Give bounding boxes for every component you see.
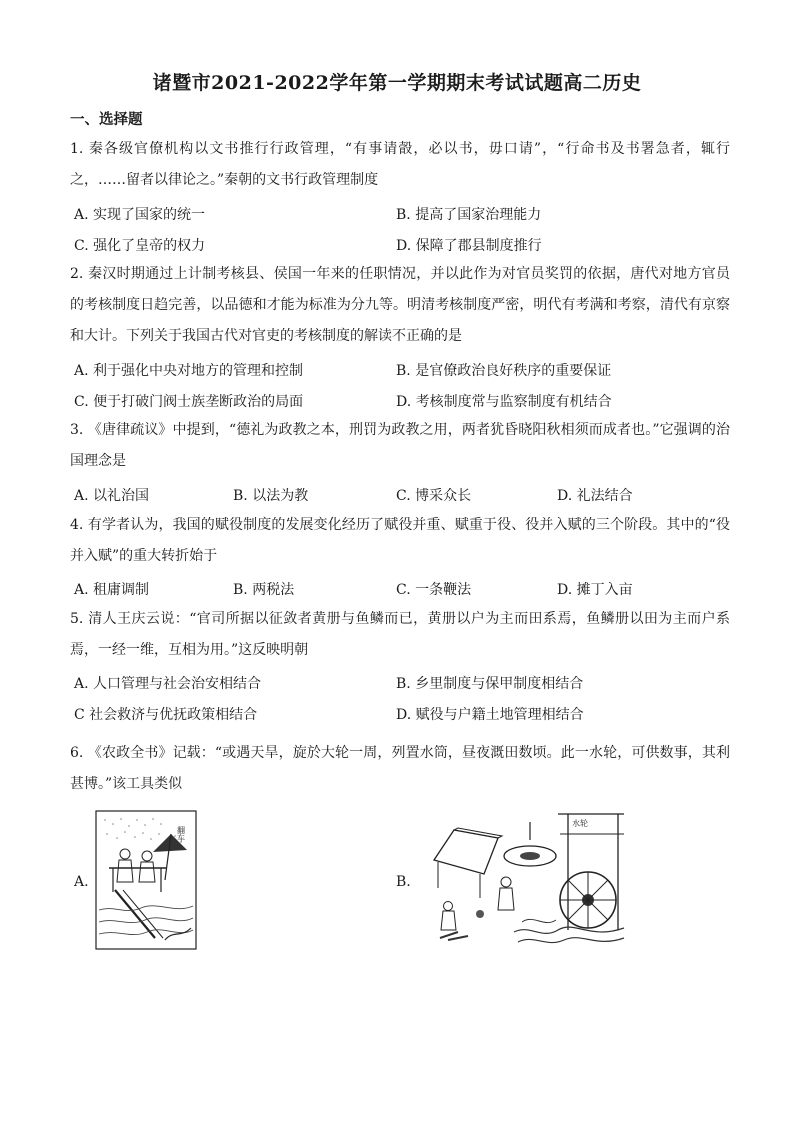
question-6-option-a: A.: [74, 874, 89, 890]
question-6-stem: 6. 《农政全书》记载：“或遇天旱，旋於大轮一周，列置水筒，昼夜溉田数顷。此一水轮，可供数事，其利甚博。”该工具类似: [70, 745, 730, 792]
question-3-option-d: D. 礼法结合: [557, 488, 633, 504]
question-2-option-c: C. 便于打破门阀士族垄断政治的局面: [74, 394, 304, 410]
question-3-option-a: A. 以礼治国: [74, 488, 150, 504]
question-2-stem: 2. 秦汉时期通过上计制考核县、侯国一年来的任职情况，并以此作为对官员奖罚的依据，唐代对地方官员的考核制度日趋完善，以品德和才能为标准为分九等。明清考核制度严密，明代有考满和考察，清代有京察和大计。下列关于我国古代对官吏的考核制度的解读不正确的是: [70, 266, 730, 344]
question-4-option-b: B. 两税法: [233, 582, 295, 598]
question-4-option-a: A. 租庸调制: [74, 582, 150, 598]
figure-b-water-wheel: [418, 810, 628, 950]
question-4-stem: 4. 有学者认为，我国的赋役制度的发展变化经历了赋役并重、赋重于役、役并入赋的三个阶段。其中的“役并入赋”的重大转折始于: [70, 517, 730, 564]
question-5-stem: 5. 清人王庆云说：“官司所据以征敛者黄册与鱼鳞而已，黄册以户为主而田系焉，鱼鳞册以田为主而户系焉，一经一维，互相为用。”这反映明朝: [70, 611, 730, 658]
question-4-option-c: C. 一条鞭法: [396, 582, 472, 598]
question-1-stem: 1. 秦各级官僚机构以文书推行行政管理，“有事请瞉，必以书，毋口请”，“行命书及书署急者，辄行之，……留者以律论之。”秦朝的文书行政管理制度: [70, 141, 730, 188]
question-3-option-b: B. 以法为教: [233, 488, 309, 504]
question-1-option-a: A. 实现了国家的统一: [74, 207, 206, 223]
question-5-option-a: A. 人口管理与社会治安相结合: [74, 676, 262, 692]
figure-a-caption: 翻车: [176, 826, 186, 842]
question-5-option-b: B. 乡里制度与保甲制度相结合: [396, 676, 584, 692]
question-5-option-c: C 社会救济与优抚政策相结合: [74, 707, 258, 723]
question-2-option-d: D. 考核制度常与监察制度有机结合: [396, 394, 612, 410]
section-heading: 一、选择题: [70, 111, 143, 128]
question-2-option-a: A. 利于强化中央对地方的管理和控制: [74, 363, 304, 379]
question-1-option-b: B. 提高了国家治理能力: [396, 207, 542, 223]
figure-b-caption: 水轮: [572, 819, 588, 828]
question-2-option-b: B. 是官僚政治良好秩序的重要保证: [396, 363, 612, 379]
question-3-option-c: C. 博采众长: [396, 488, 472, 504]
page-title: 诸暨市2021-2022学年第一学期期末考试试题高二历史: [152, 72, 642, 94]
question-5-option-d: D. 赋役与户籍土地管理相结合: [396, 707, 584, 723]
question-1-option-d: D. 保障了郡县制度推行: [396, 238, 542, 254]
question-1-option-c: C. 强化了皇帝的权力: [74, 238, 206, 254]
question-4-option-d: D. 摊丁入亩: [557, 582, 633, 598]
question-6-option-b: B.: [396, 874, 411, 890]
figure-a-chain-pump: [95, 810, 197, 950]
question-3-stem: 3. 《唐律疏议》中提到，“德礼为政教之本，刑罚为政教之用，两者犹昏晓阳秋相须而成者也。”它强调的治国理念是: [70, 422, 730, 469]
